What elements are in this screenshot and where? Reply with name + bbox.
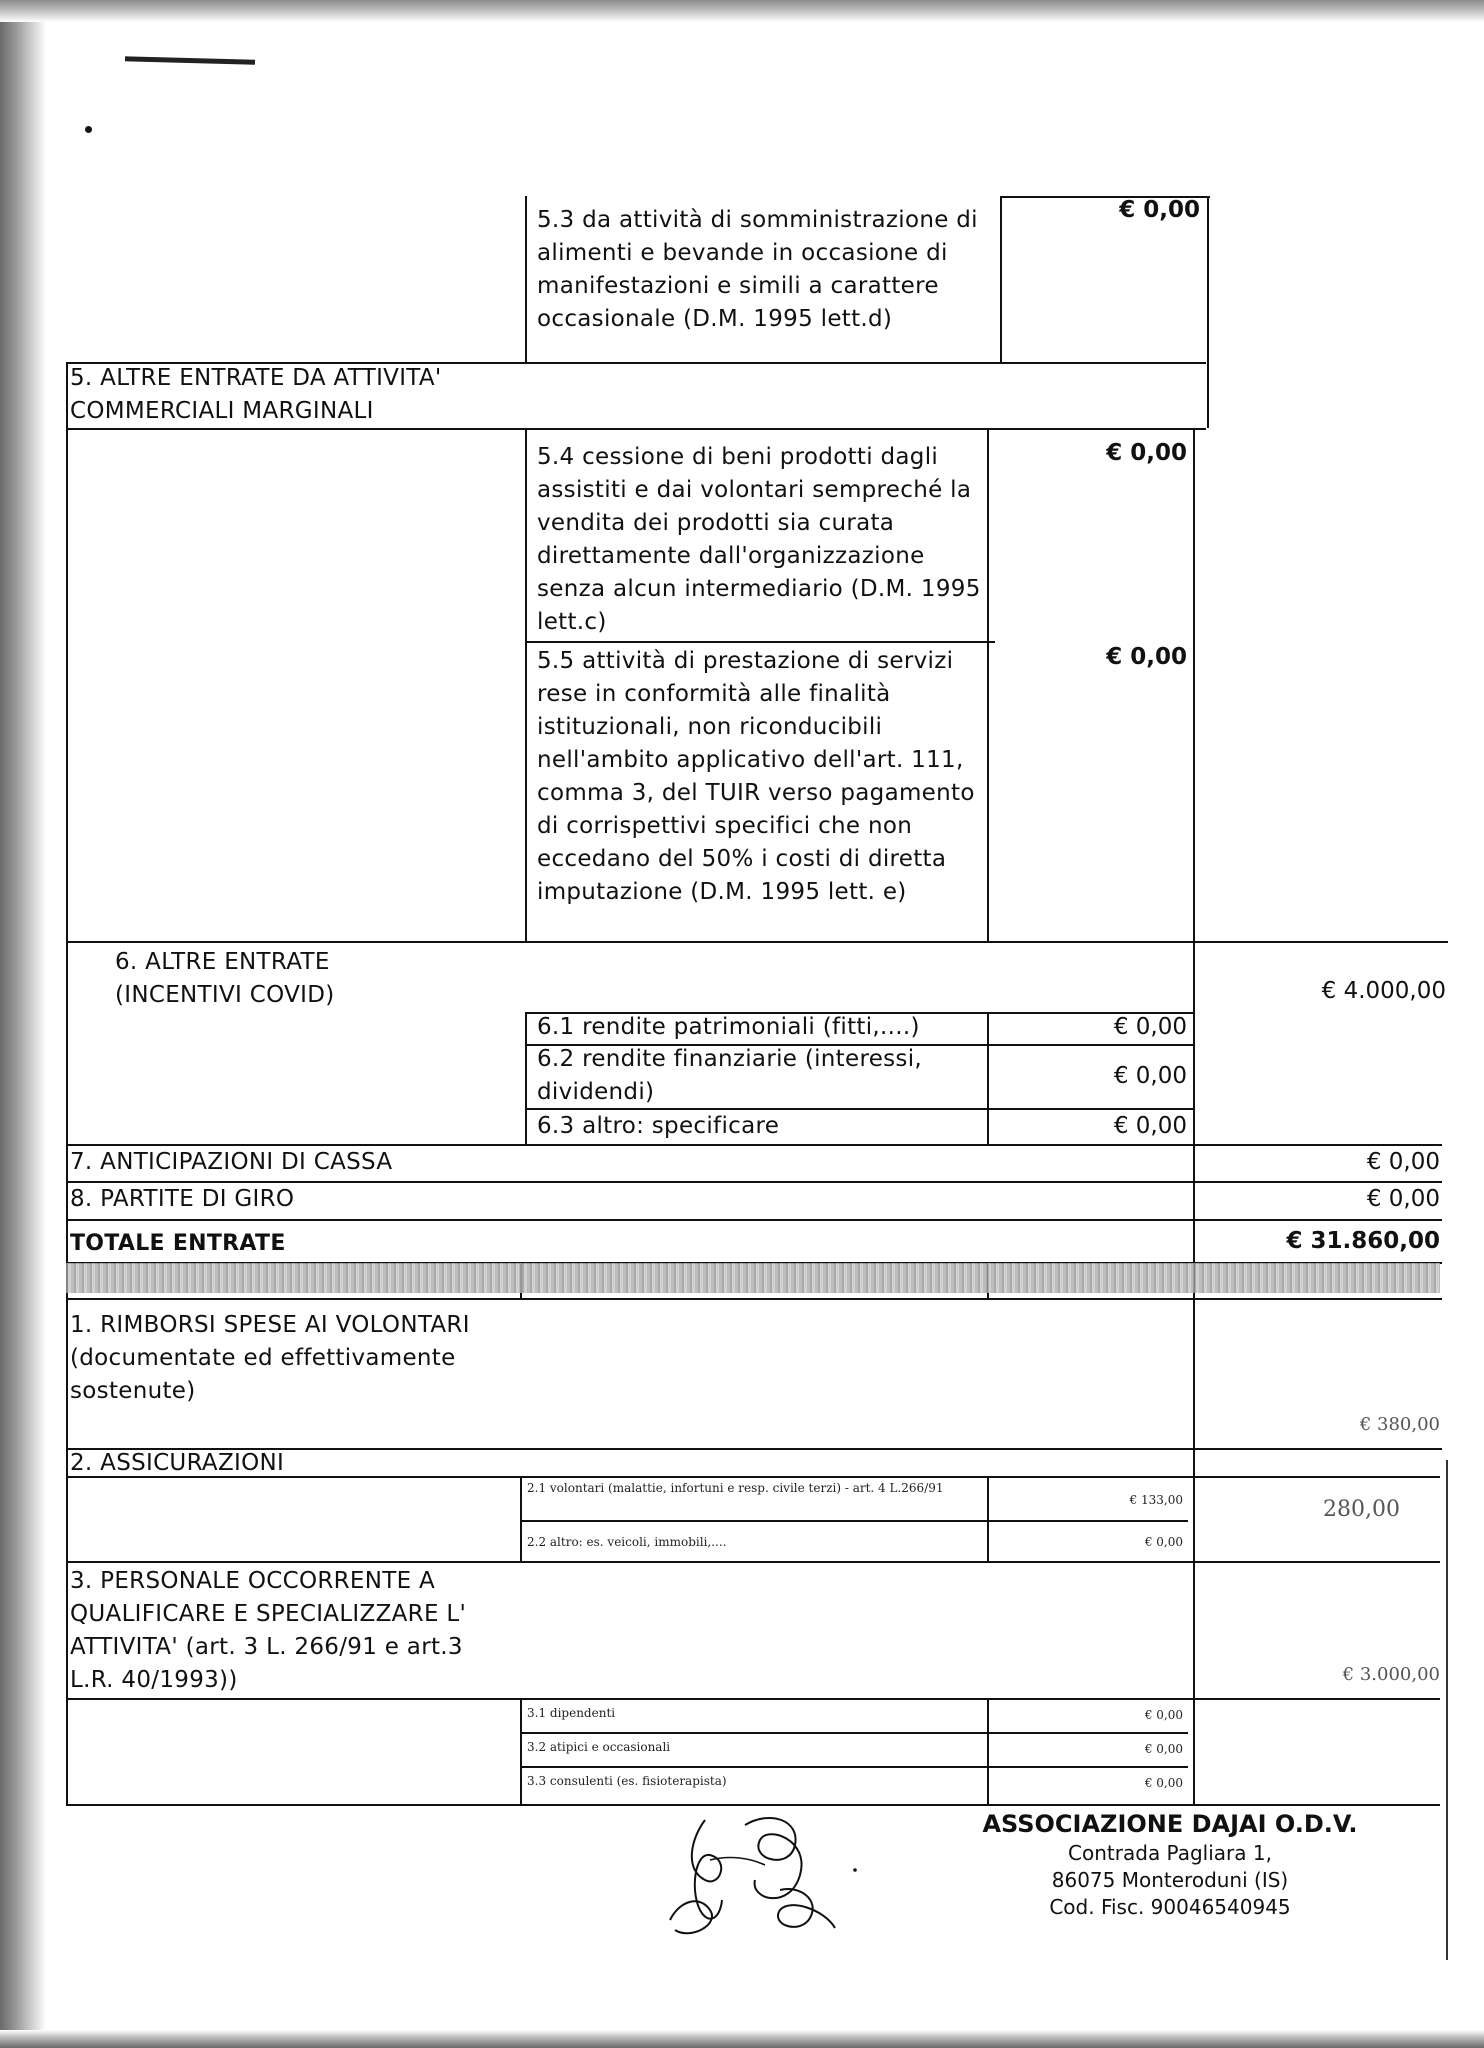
section-8-total: € 0,00 <box>1366 1186 1440 1212</box>
expense-row-3-1-amount: € 0,00 <box>1144 1708 1183 1722</box>
expense-row-3-1-description: 3.1 dipendenti <box>527 1706 616 1720</box>
row-6-2-description: 6.2 rendite finanziarie (interessi, dividendi) <box>537 1046 923 1105</box>
row-6-1-description: 6.1 rendite patrimoniali (fitti,....) <box>537 1014 920 1040</box>
section-7-total: € 0,00 <box>1366 1149 1440 1175</box>
section-6-title: 6. ALTRE ENTRATE (INCENTIVI COVID) <box>115 949 335 1008</box>
association-stamp <box>960 1808 1380 1921</box>
expense-section-1-title: 1. RIMBORSI SPESE AI VOLONTARI (documentate ed effettivamente sostenute) <box>70 1312 470 1404</box>
row-5-3-amount: € 0,00 <box>1119 197 1200 223</box>
stamp-name: ASSOCIAZIONE DAJAI O.D.V. <box>982 1810 1358 1838</box>
row-5-5-description: 5.5 attività di prestazione di servizi rese in conformità alle finalità istituzionali, non riconducibili nell'ambito applicativo dell'art. 111, comma 3, del TUIR verso pagamento di corrispettivi specifici che non eccedano del 50% i costi di diretta imputazione (D.M. 1995 lett. e) <box>537 648 975 905</box>
row-5-5-amount: € 0,00 <box>1106 644 1187 670</box>
expense-section-2-title: 2. ASSICURAZIONI <box>70 1450 285 1476</box>
section-separator-band <box>66 1263 1440 1293</box>
row-6-3-description: 6.3 altro: specificare <box>537 1113 780 1139</box>
expense-row-2-1-description: 2.1 volontari (malattie, infortuni e resp. civile terzi) - art. 4 L.266/91 <box>527 1481 944 1495</box>
scan-right-edge <box>1446 1460 1448 1960</box>
expense-row-2-2-description: 2.2 altro: es. veicoli, immobili,.... <box>527 1535 727 1549</box>
section-6-total: € 4.000,00 <box>1321 978 1446 1004</box>
section-7-title: 7. ANTICIPAZIONI DI CASSA <box>70 1149 393 1175</box>
handwritten-signature <box>650 1800 880 1950</box>
scan-bottom-edge <box>0 2030 1484 2048</box>
total-income-amount: € 31.860,00 <box>1286 1228 1440 1254</box>
scan-mark <box>125 56 255 64</box>
row-5-4-description: 5.4 cessione di beni prodotti dagli assistiti e dai volontari sempreché la vendita dei prodotti sia curata direttamente dall'organizzazione senza alcun intermediario (D.M. 1995 lett.c) <box>537 444 981 635</box>
total-income-label: TOTALE ENTRATE <box>70 1231 286 1256</box>
row-5-4-amount: € 0,00 <box>1106 440 1187 466</box>
expense-row-3-2-description: 3.2 atipici e occasionali <box>527 1740 671 1754</box>
expense-section-1-total: € 380,00 <box>1359 1414 1440 1435</box>
row-6-3-amount: € 0,00 <box>1113 1113 1187 1139</box>
row-6-1-amount: € 0,00 <box>1113 1014 1187 1040</box>
stamp-address-line2: 86075 Monteroduni (IS) <box>1051 1868 1289 1892</box>
expense-row-2-2-amount: € 0,00 <box>1144 1535 1183 1549</box>
scan-dot <box>85 126 92 133</box>
expense-row-3-3-amount: € 0,00 <box>1144 1776 1183 1790</box>
expense-section-2-total: 280,00 <box>1323 1497 1400 1522</box>
stamp-tax-code: Cod. Fisc. 90046540945 <box>1049 1895 1291 1919</box>
scan-top-edge <box>0 0 1484 22</box>
expense-section-3-title: 3. PERSONALE OCCORRENTE A QUALIFICARE E SPECIALIZZARE L' ATTIVITA' (art. 3 L. 266/91 e art.3 L.R. 40/1993)) <box>70 1568 467 1693</box>
expense-row-3-3-description: 3.3 consulenti (es. fisioterapista) <box>527 1774 727 1788</box>
expense-section-3-total: € 3.000,00 <box>1342 1664 1440 1685</box>
row-6-2-amount: € 0,00 <box>1113 1063 1187 1089</box>
row-5-3-description: 5.3 da attività di somministrazione di alimenti e bevande in occasione di manifestazioni e simili a carattere occasionale (D.M. 1995 lett.d) <box>537 207 978 332</box>
section-8-title: 8. PARTITE DI GIRO <box>70 1186 295 1212</box>
expense-row-3-2-amount: € 0,00 <box>1144 1742 1183 1756</box>
stamp-address-line1: Contrada Pagliara 1, <box>1068 1841 1272 1865</box>
scan-left-edge <box>0 0 46 2048</box>
section-5-title: 5. ALTRE ENTRATE DA ATTIVITA' COMMERCIALI MARGINALI <box>70 365 442 424</box>
expense-row-2-1-amount: € 133,00 <box>1129 1493 1183 1507</box>
